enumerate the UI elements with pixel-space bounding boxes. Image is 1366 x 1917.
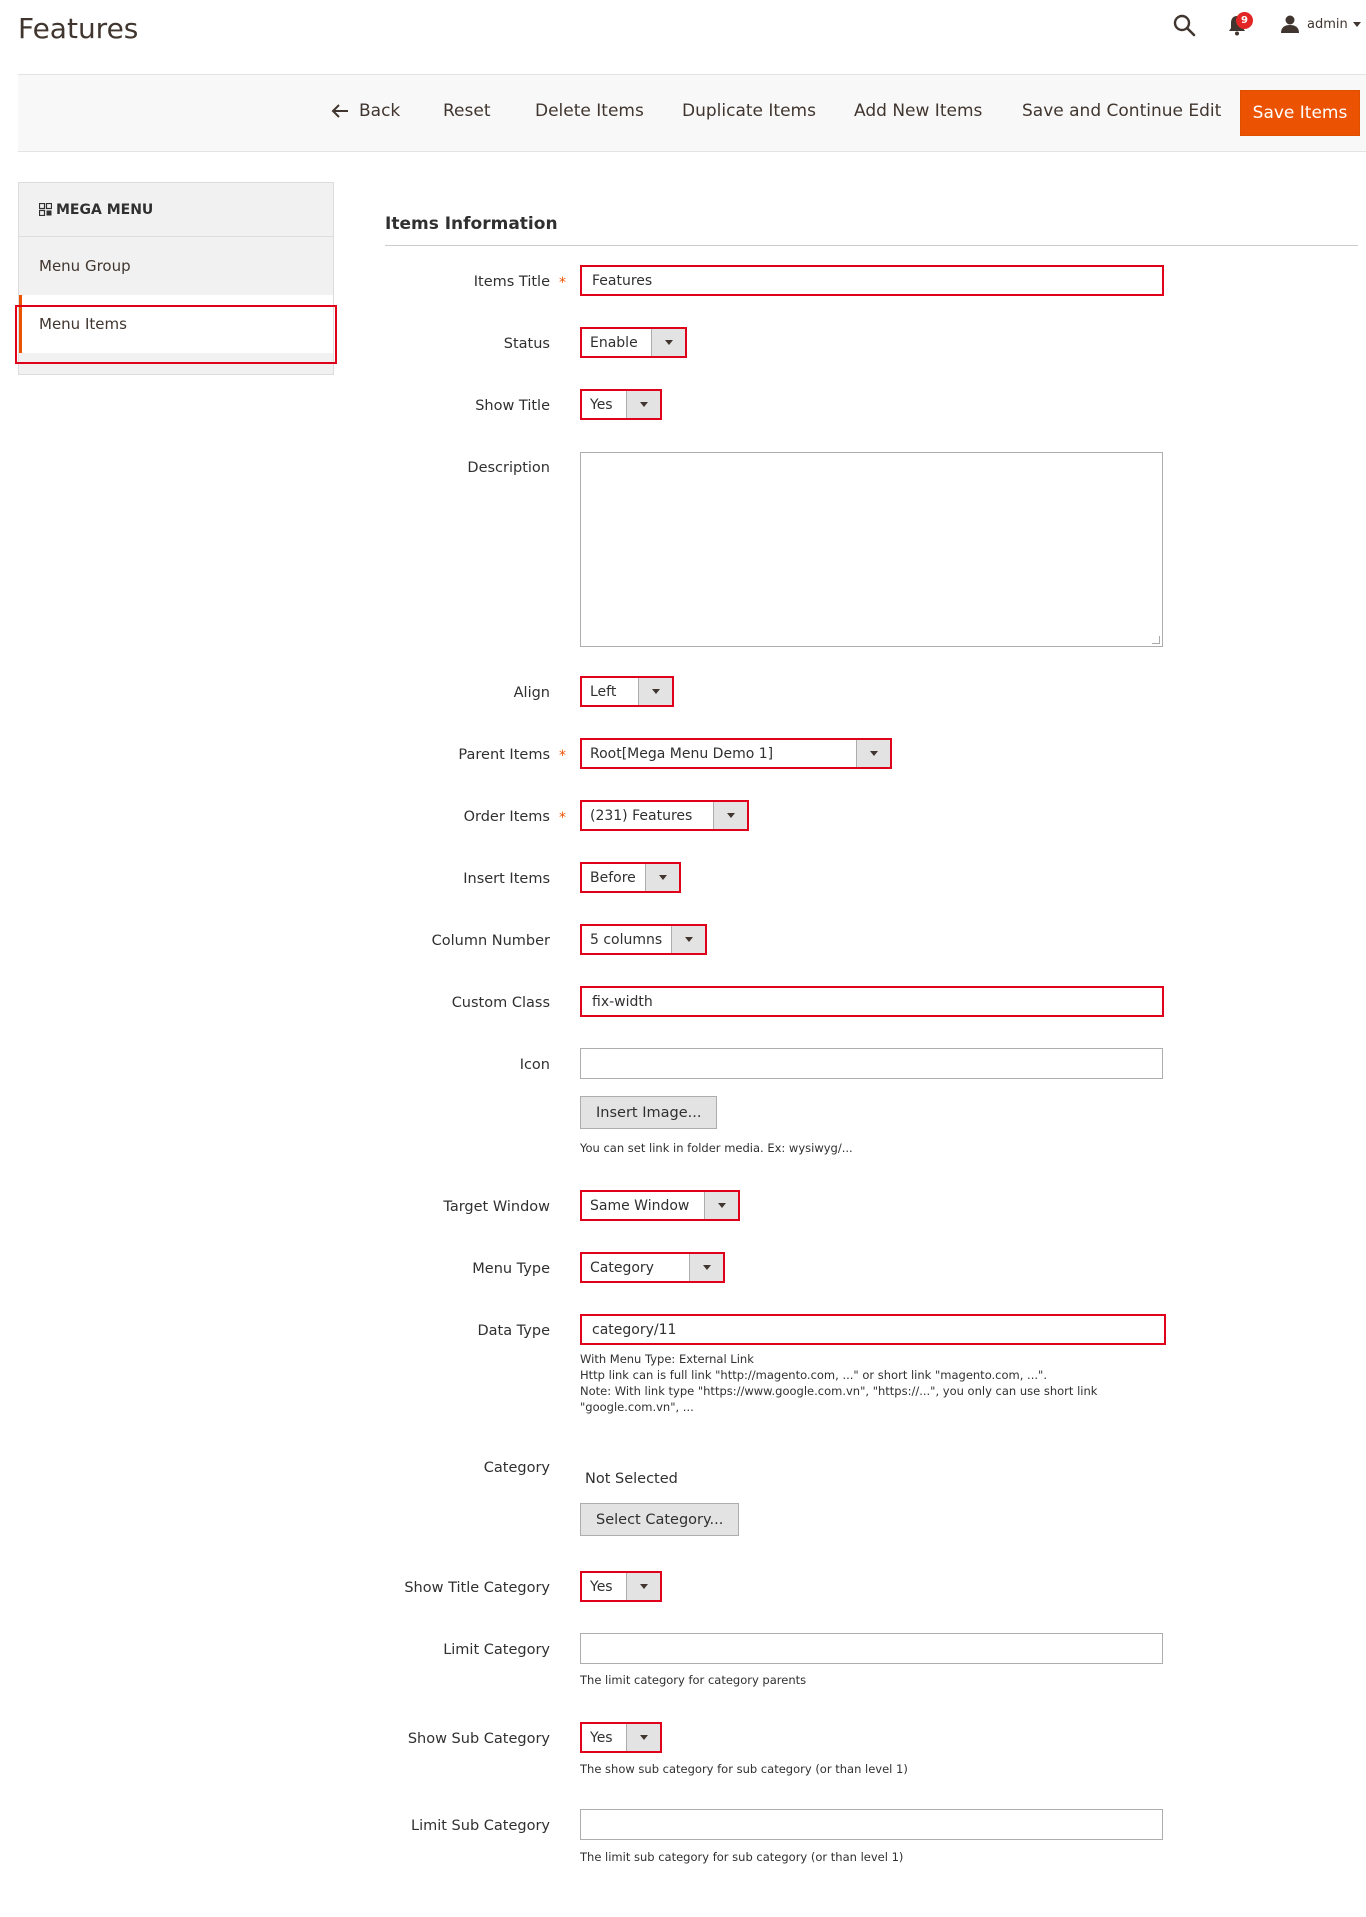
delete-items-button[interactable]: Delete Items — [535, 101, 644, 121]
items-title-label: Items Title — [473, 274, 550, 290]
notification-badge[interactable]: 9 — [1236, 12, 1253, 29]
dropdown-arrow — [689, 1254, 723, 1281]
caret-down-icon — [640, 1735, 648, 1740]
section-divider — [385, 245, 1358, 246]
category-label: Category — [483, 1460, 550, 1476]
save-and-continue-button[interactable]: Save and Continue Edit — [1022, 101, 1222, 121]
required-mark: * — [559, 748, 566, 764]
icon-input[interactable] — [580, 1048, 1163, 1079]
back-button-label: Back — [359, 101, 401, 121]
custom-class-label: Custom Class — [451, 995, 550, 1011]
dropdown-arrow — [713, 802, 747, 829]
show-title-category-select[interactable] — [580, 1571, 662, 1602]
data-type-note-line3: Note: With link type "https://www.google.com.vn", "https://...", you only can use short link — [580, 1384, 1098, 1398]
sidebar-heading — [19, 183, 333, 237]
show-sub-category-label: Show Sub Category — [407, 1731, 550, 1747]
data-type-input[interactable]: category/11 — [580, 1314, 1166, 1345]
show-sub-category-value: Yes — [590, 1729, 613, 1746]
status-label: Status — [503, 336, 550, 352]
chevron-down-icon[interactable] — [1353, 22, 1361, 27]
status-value: Enable — [590, 334, 638, 351]
page-actions-toolbar — [18, 74, 1366, 152]
parent-items-value: Root[Mega Menu Demo 1] — [590, 745, 774, 762]
icon-label: Icon — [519, 1057, 550, 1073]
data-type-label: Data Type — [477, 1323, 550, 1339]
menu-type-label: Menu Type — [472, 1261, 550, 1277]
show-title-value: Yes — [590, 396, 613, 413]
order-items-select[interactable] — [580, 800, 749, 831]
back-button[interactable] — [331, 101, 400, 121]
arrow-left-icon — [331, 104, 349, 118]
resize-grip-icon[interactable] — [1152, 636, 1160, 644]
caret-down-icon — [870, 751, 878, 756]
sidebar-item-label: Menu Items — [39, 315, 127, 333]
show-sub-category-select[interactable] — [580, 1722, 662, 1753]
dropdown-arrow — [626, 1573, 660, 1600]
dropdown-arrow — [704, 1192, 738, 1219]
dropdown-arrow — [651, 329, 685, 356]
required-mark: * — [559, 810, 566, 826]
reset-button[interactable]: Reset — [443, 101, 491, 121]
sidebar-item-menu-items[interactable] — [19, 295, 333, 353]
dropdown-arrow — [626, 1724, 660, 1751]
sidebar-item-menu-group[interactable] — [19, 237, 333, 295]
items-title-input[interactable]: Features — [580, 265, 1164, 296]
section-title: Items Information — [385, 214, 558, 234]
caret-down-icon — [659, 875, 667, 880]
caret-down-icon — [652, 689, 660, 694]
target-window-value: Same Window — [590, 1197, 690, 1214]
target-window-select[interactable] — [580, 1190, 740, 1221]
column-number-value: 5 columns — [590, 931, 663, 948]
column-number-label: Column Number — [431, 933, 550, 949]
limit-category-label: Limit Category — [443, 1642, 550, 1658]
description-label: Description — [467, 460, 550, 476]
dropdown-arrow — [671, 926, 705, 953]
limit-category-note: The limit category for category parents — [580, 1673, 807, 1687]
dropdown-arrow — [645, 864, 679, 891]
menu-type-select[interactable] — [580, 1252, 725, 1283]
show-title-category-label: Show Title Category — [404, 1580, 550, 1596]
duplicate-items-button[interactable]: Duplicate Items — [682, 101, 816, 121]
caret-down-icon — [703, 1265, 711, 1270]
description-textarea[interactable] — [580, 452, 1163, 647]
insert-items-label: Insert Items — [463, 871, 550, 887]
column-number-select[interactable] — [580, 924, 707, 955]
sidebar-heading-label: MEGA MENU — [56, 201, 154, 218]
custom-class-input[interactable]: fix-width — [580, 986, 1164, 1017]
limit-sub-category-note: The limit sub category for sub category (or than level 1) — [580, 1850, 904, 1864]
dropdown-arrow — [856, 740, 890, 767]
parent-items-label: Parent Items — [458, 747, 550, 763]
align-label: Align — [513, 685, 550, 701]
icon-note: You can set link in folder media. Ex: wysiwyg/... — [580, 1141, 853, 1155]
show-sub-category-note: The show sub category for sub category (or than level 1) — [580, 1762, 908, 1776]
order-items-value: (231) Features — [590, 807, 693, 824]
caret-down-icon — [718, 1203, 726, 1208]
status-select[interactable] — [580, 327, 687, 358]
order-items-label: Order Items — [463, 809, 550, 825]
page-title: Features — [18, 12, 139, 45]
add-new-items-button[interactable]: Add New Items — [854, 101, 983, 121]
dropdown-arrow — [638, 678, 672, 705]
limit-sub-category-input[interactable] — [580, 1809, 1163, 1840]
show-title-label: Show Title — [475, 398, 550, 414]
align-value: Left — [590, 683, 617, 700]
caret-down-icon — [685, 937, 693, 942]
limit-sub-category-label: Limit Sub Category — [411, 1818, 550, 1834]
required-mark: * — [559, 275, 566, 291]
insert-image-button[interactable]: Insert Image... — [580, 1096, 717, 1129]
menu-type-value: Category — [590, 1259, 654, 1276]
caret-down-icon — [727, 813, 735, 818]
sidebar-item-label: Menu Group — [39, 257, 131, 275]
sidebar — [18, 182, 334, 375]
caret-down-icon — [640, 402, 648, 407]
target-window-label: Target Window — [443, 1199, 550, 1215]
align-select[interactable] — [580, 676, 674, 707]
caret-down-icon — [665, 340, 673, 345]
data-type-note-line1: With Menu Type: External Link — [580, 1352, 754, 1366]
search-icon[interactable] — [1172, 13, 1196, 37]
caret-down-icon — [640, 1584, 648, 1589]
show-title-category-value: Yes — [590, 1578, 613, 1595]
select-category-button[interactable]: Select Category... — [580, 1503, 739, 1536]
parent-items-select[interactable] — [580, 738, 892, 769]
user-icon[interactable] — [1280, 14, 1300, 34]
grid-icon — [39, 203, 52, 216]
insert-items-value: Before — [590, 869, 636, 886]
user-name[interactable]: admin — [1307, 17, 1348, 32]
category-value: Not Selected — [585, 1471, 678, 1487]
insert-items-select[interactable] — [580, 862, 681, 893]
dropdown-arrow — [626, 391, 660, 418]
data-type-note-line2: Http link can is full link "http://magento.com, ..." or short link "magento.com, ...". — [580, 1368, 1047, 1382]
save-items-button[interactable]: Save Items — [1240, 90, 1360, 136]
data-type-note-line4: "google.com.vn", ... — [580, 1400, 694, 1414]
show-title-select[interactable] — [580, 389, 662, 420]
limit-category-input[interactable] — [580, 1633, 1163, 1664]
